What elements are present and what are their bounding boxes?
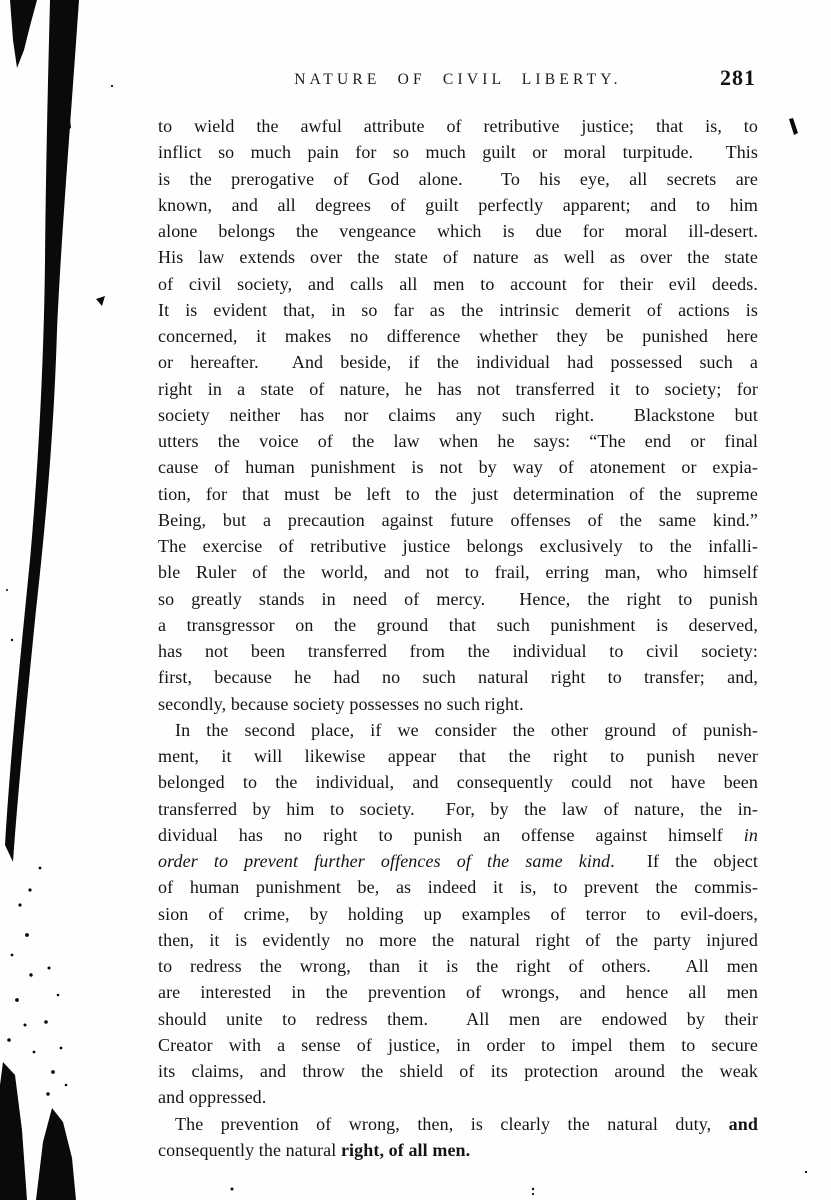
text-segment: a transgressor on the ground that such punishment is deserved, <box>158 614 758 635</box>
text-segment: utters the voice of the law when he says: “The end or final <box>158 431 758 451</box>
text-segment: sion of crime, by holding up examples of terror to evil-doers, <box>158 903 758 924</box>
text-line <box>158 139 758 165</box>
text-line <box>158 1137 758 1163</box>
text-line <box>158 1111 758 1137</box>
text-line <box>158 901 758 927</box>
text-segment: has not been transferred from the individual to civil society: <box>158 641 758 661</box>
text-segment: ment, it will likewise appear that the right to punish never <box>158 746 758 766</box>
text-line <box>158 586 758 612</box>
text-line <box>158 769 758 795</box>
text-segment: known, and all degrees of guilt perfectly apparent; and to him <box>158 194 758 215</box>
text-line <box>158 192 758 218</box>
text-line <box>158 481 758 507</box>
text-segment: right in a state of nature, he has not transferred it to society; for <box>158 378 758 399</box>
text-line <box>158 796 758 822</box>
text-segment: or hereafter. And beside, if the individual had possessed such a <box>158 352 758 373</box>
text-segment: ble Ruler of the world, and not to frail, erring man, who himself <box>158 562 758 583</box>
text-line <box>158 507 758 533</box>
text-segment: is the prerogative of God alone. To his eye, all secrets are <box>158 168 758 189</box>
text-segment: secondly, because society possesses no such right. <box>158 693 524 714</box>
text-segment: Creator with a sense of justice, in order to impel them to secure <box>158 1034 758 1055</box>
text-line <box>158 822 758 848</box>
text-line <box>158 218 758 244</box>
text-line <box>158 1058 758 1084</box>
text-line <box>158 927 758 953</box>
page-body <box>158 113 758 1163</box>
text-segment: belonged to the individual, and consequently could not have been <box>158 772 758 793</box>
text-segment: of human punishment be, as indeed it is, to prevent the commis- <box>158 877 758 898</box>
text-segment: right, of all men. <box>340 1139 471 1160</box>
text-segment: alone belongs the vengeance which is due for moral ill-desert. <box>158 221 758 241</box>
text-line <box>158 638 758 664</box>
text-segment: to redress the wrong, than it is the right of others. All men <box>158 956 758 976</box>
paragraph <box>158 717 758 1111</box>
text-segment: order to prevent further offences of the same kind <box>158 851 611 871</box>
text-line <box>158 664 758 690</box>
text-segment: dividual has no right to punish an offense against himself <box>158 824 744 845</box>
text-segment: In the second place, if we consider the other ground of punish- <box>175 719 758 740</box>
text-line <box>158 743 758 769</box>
text-segment: of civil society, and calls all men to account for their evil deeds. <box>158 273 758 294</box>
text-segment: should unite to redress them. All men are endowed by their <box>158 1008 758 1029</box>
text-segment: The prevention of wrong, then, is clearly the natural duty, <box>175 1113 729 1134</box>
text-segment: concerned, it makes no difference whether they be punished here <box>158 326 758 346</box>
text-line <box>158 376 758 402</box>
running-head <box>158 65 758 90</box>
paragraph <box>158 113 758 717</box>
text-line <box>158 691 758 717</box>
paragraph <box>158 1111 758 1164</box>
text-segment: and <box>728 1113 758 1134</box>
text-line <box>158 979 758 1005</box>
text-line <box>158 297 758 323</box>
text-segment: transferred by him to society. For, by the law of nature, the in- <box>158 798 758 819</box>
text-line <box>158 848 758 874</box>
text-line <box>158 428 758 454</box>
text-line <box>158 454 758 480</box>
text-line <box>158 559 758 585</box>
text-segment: It is evident that, in so far as the intrinsic demerit of actions is <box>158 299 758 320</box>
text-segment: first, because he had no such natural right to transfer; and, <box>158 667 758 688</box>
text-line <box>158 1032 758 1058</box>
text-line <box>158 323 758 349</box>
text-segment: society neither has nor claims any such right. Blackstone but <box>158 404 758 425</box>
text-line <box>158 271 758 297</box>
text-segment: its claims, and throw the shield of its protection around the weak <box>158 1061 758 1081</box>
text-segment: The exercise of retributive justice belongs exclusively to the infalli- <box>158 536 758 556</box>
text-line <box>158 533 758 559</box>
page-title: NATURE OF CIVIL LIBERTY. <box>294 71 622 88</box>
text-line <box>158 244 758 270</box>
text-line <box>158 874 758 900</box>
text-segment: cause of human punishment is not by way of atonement or expia- <box>158 457 758 478</box>
text-line <box>158 166 758 192</box>
text-segment: . If the object <box>610 851 758 871</box>
text-segment: so greatly stands in need of mercy. Hence, the right to punish <box>158 588 758 609</box>
text-segment: in <box>743 824 758 845</box>
text-segment: to wield the awful attribute of retributive justice; that is, to <box>158 116 758 136</box>
text-segment: Being, but a precaution against future offenses of the same kind.” <box>158 509 758 530</box>
page-number: 281 <box>720 65 756 90</box>
text-line <box>158 113 758 139</box>
text-line <box>158 402 758 428</box>
text-line <box>158 1084 758 1110</box>
text-segment: tion, for that must be left to the just determination of the supreme <box>158 483 758 504</box>
text-segment: inflict so much pain for so much guilt or moral turpitude. This <box>158 142 758 163</box>
text-line <box>158 349 758 375</box>
text-line <box>158 717 758 743</box>
text-segment: His law extends over the state of nature as well as over the state <box>158 247 758 268</box>
text-segment: are interested in the prevention of wrongs, and hence all men <box>158 982 758 1003</box>
text-line <box>158 612 758 638</box>
text-segment: and oppressed. <box>158 1087 267 1108</box>
text-line <box>158 953 758 979</box>
text-segment: consequently the natural <box>158 1139 341 1160</box>
text-segment: then, it is evidently no more the natural right of the party injured <box>158 929 758 950</box>
text-line <box>158 1006 758 1032</box>
